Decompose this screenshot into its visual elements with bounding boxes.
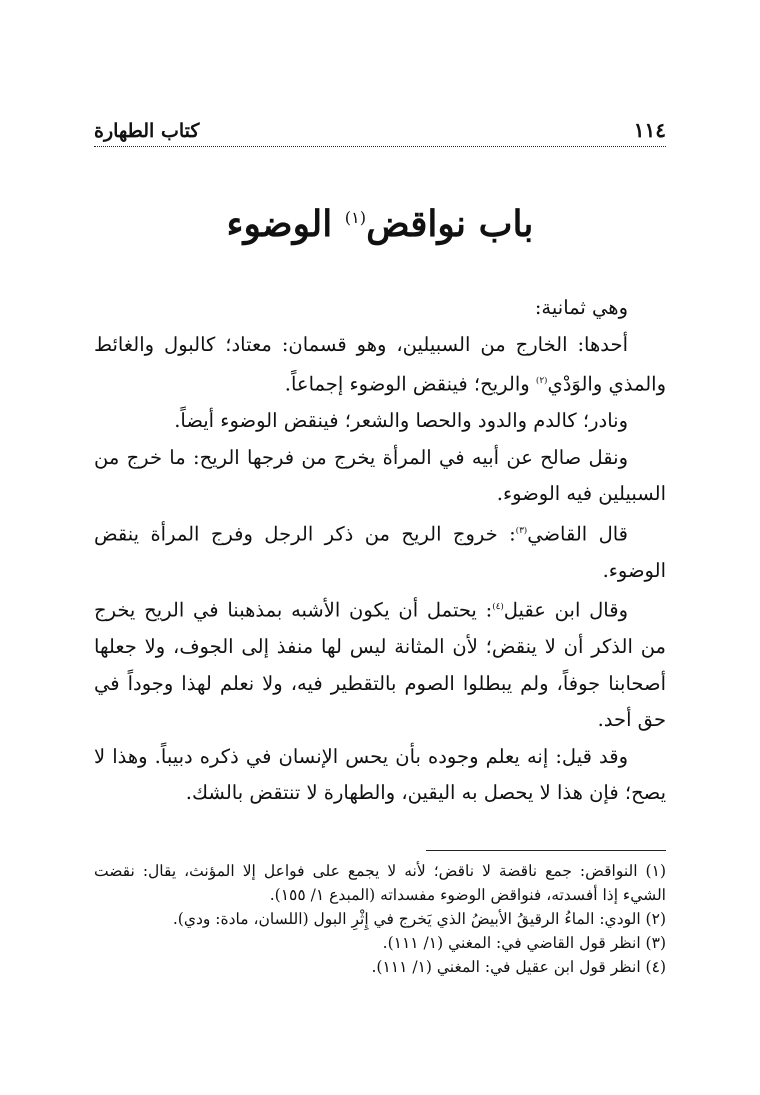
chapter-title-text: باب نواقض <box>366 203 534 245</box>
paragraph: وقد قيل: إنه يعلم وجوده بأن يحس الإنسان في ذكره دبيباً. وهذا لا يصح؛ فإن هذا لا يحصل به اليقين، والطهارة لا تنتقض بالشك. <box>94 744 666 805</box>
chapter-title <box>94 203 666 246</box>
running-header <box>94 112 666 147</box>
paragraph: ونقل صالح عن أبيه في المرأة يخرج من فرجها الريح: ما خرج من السبيلين فيه الوضوء. <box>94 445 666 506</box>
paragraph-text: : خروج الريح من ذكر الرجل وفرج المرأة ينقض الوضوء. <box>94 522 666 582</box>
footnote-divider <box>426 850 666 851</box>
footnote-4: (٤) انظر قول ابن عقيل في: المغني (١/ ١١١). <box>371 957 666 976</box>
paragraph-text: قال القاضي <box>527 522 628 546</box>
footnote-ref-3: (٣) <box>515 525 528 536</box>
footnote-ref-1: (١) <box>344 208 367 227</box>
paragraph: وهي ثمانية: <box>534 296 628 320</box>
paragraph: ونادر؛ كالدم والدود والحصا والشعر؛ فينقض الوضوء أيضاً. <box>174 409 628 433</box>
footnote-ref-4: (٤) <box>492 602 504 613</box>
footnotes <box>94 859 666 979</box>
footnote-3: (٣) انظر قول القاضي في: المغني (١/ ١١١). <box>382 933 666 952</box>
paragraph <box>94 327 666 404</box>
paragraph-text: والريح؛ فينقض الوضوء إجماعاً. <box>284 372 536 396</box>
paragraph-text: أحدها: الخارج من السبيلين، وهو قسمان: معتاد؛ كالبول والغائط والمذي والوَدْي <box>94 332 666 396</box>
paragraph-text: : يحتمل أن يكون الأشبه بمذهبنا في الريح يخرج من الذكر أن لا ينقض؛ لأن المثانة ليس لها منفذ إلى الجوف، ولا جعلها أصحابنا جوفاً، ولم يبطلوا الصوم بالتقطير فيه، ولا نعلم لهذا وجوداً في حق أحد. <box>94 598 666 732</box>
book-page <box>94 112 666 979</box>
chapter-title-end: الوضوء <box>226 203 333 245</box>
paragraph-text: وقال ابن عقيل <box>503 598 628 622</box>
paragraph <box>94 589 666 739</box>
footnote-ref-2: (٢) <box>535 376 548 387</box>
page-number: ١١٤ <box>633 118 666 142</box>
footnote-2: (٢) الودي: الماءُ الرقيقُ الأبيضُ الذي يَخرج في إِثْرِ البول (اللسان، مادة: ودي). <box>172 909 666 928</box>
footnote-1: (١) النواقض: جمع ناقضة لا ناقض؛ لأنه لا يجمع على فواعل إلا المؤنث، يقال: نقضت الشيء إذا أفسدته، فنواقض الوضوء مفسداته (المبدع ١/ ١٥٥). <box>94 861 666 904</box>
body-text <box>94 290 666 812</box>
book-title: كتاب الطهارة <box>94 120 200 142</box>
paragraph <box>94 513 666 590</box>
